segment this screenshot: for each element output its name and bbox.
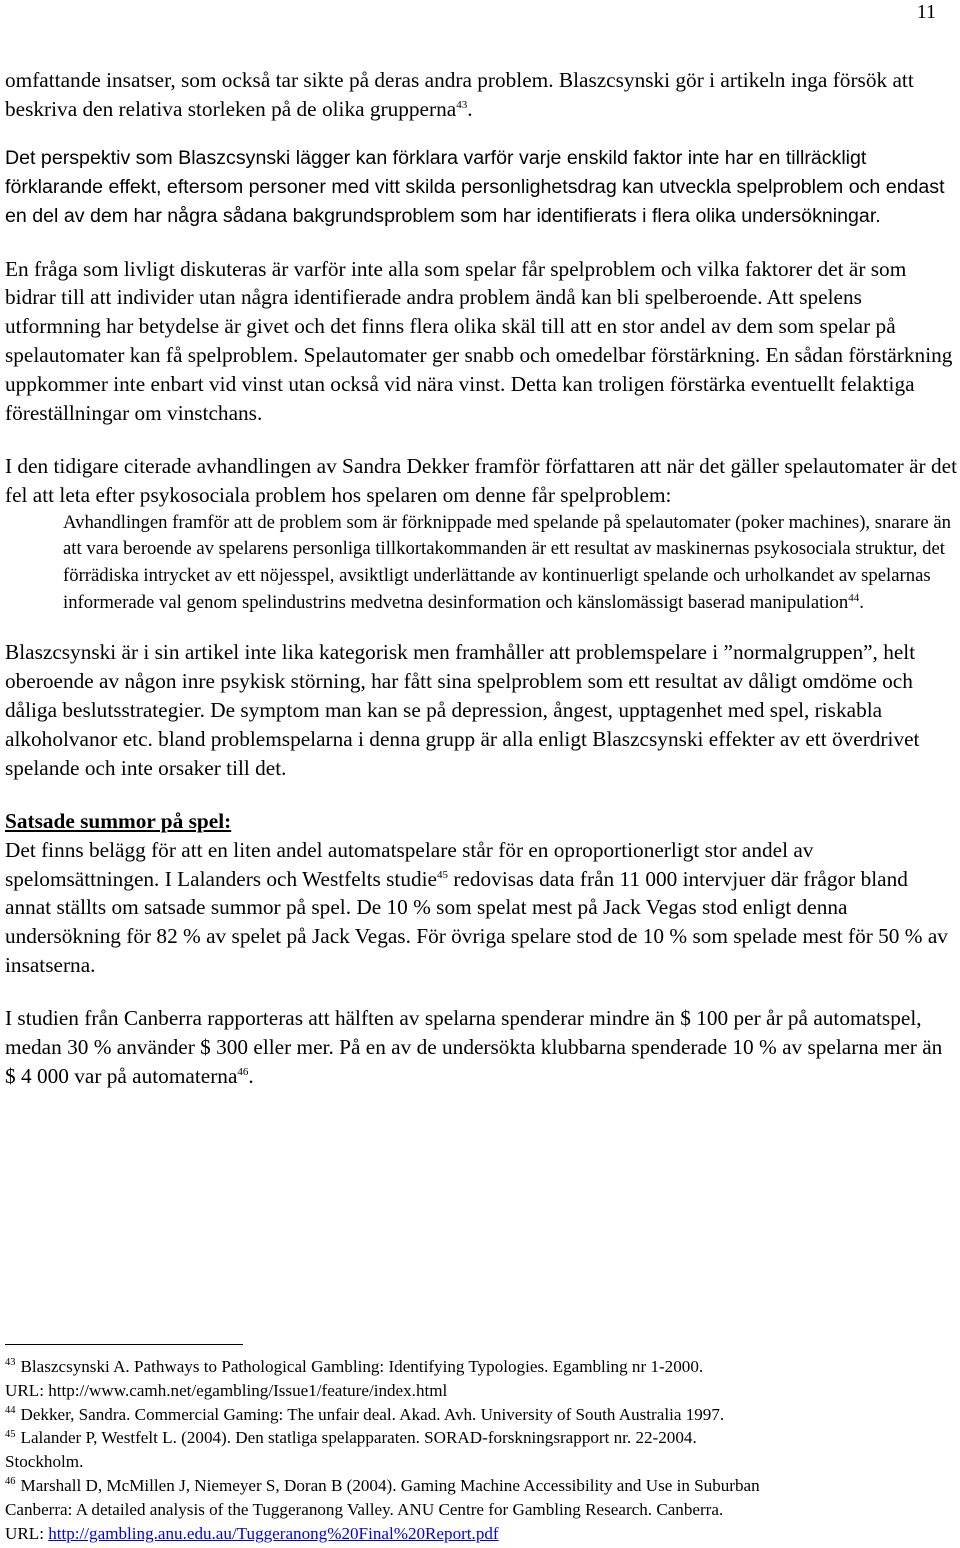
document-body — [5, 66, 957, 1115]
footnote-number: 43 — [5, 1357, 16, 1369]
paragraph-stakes-text-a: Det finns belägg för att en liten andel automatspelare står för en oproportionerligt stor andel av spelomsättningen. I Lalanders och Westfelts studie — [5, 837, 814, 891]
page-number: 11 — [916, 1, 936, 23]
footnote-46-cont: Canberra: A detailed analysis of the Tuggeranong Valley. ANU Centre for Gambling Research. Canberra. — [5, 1499, 724, 1519]
paragraph-intro-text: omfattande insatser, som också tar sikte på deras andra problem. Blaszcsynski gör i artikeln inga försök att beskriva den relativa storleken på de olika grupperna — [5, 68, 914, 121]
footnote-ref-44[interactable]: 44 — [848, 591, 860, 604]
block-quote-text: Avhandlingen framför att de problem som är förknippade med spelande på spelautomater (poker machines), snarare än att vara beroende av spelarens personliga tillkortakommanden är ett resultat av maskinernas psykosociala struktur, det förrädiska intrycket av ett nöjesspel, avsiktligt underlättande av kontinuerligt spelande och urholkandet av spelarnas informerade val genom spelindustrins medvetna desinformation och känslomässigt baserad manipulation — [63, 511, 952, 613]
paragraph-intro — [5, 66, 957, 124]
footnote-ref-45[interactable]: 45 — [437, 868, 449, 881]
paragraph-canberra-text: I studien från Canberra rapporteras att hälften av spelarna spenderar mindre än $ 100 per år på automatspel, medan 30 % använder $ 300 eller mer. På en av de undersökta klubbarna spenderade 10 % av spelarna mer än $ 4 000 var på automaterna — [5, 1006, 943, 1088]
footnote-46 — [5, 1474, 957, 1498]
paragraph-dekker: I den tidigare citerade avhandlingen av Sandra Dekker framför författaren att när det gäller spelautomater är det fel att leta efter psykosociala problem hos spelaren om denne får spelproblem: — [5, 453, 957, 507]
footnote-text: Marshall D, McMillen J, Niemeyer S, Doran B (2004). Gaming Machine Accessibility and Use in Suburban — [20, 1475, 760, 1495]
url-label: URL: — [5, 1523, 49, 1543]
footnote-44 — [5, 1403, 957, 1427]
block-quote — [63, 510, 957, 616]
paragraph-blaszcsynski: Blaszcsynski är i sin artikel inte lika kategorisk men framhåller att problemspelare i ”normalgruppen”, helt oberoende av någon inre psykisk störning, har fått sina spelproblem som ett resultat av dåligt omdöme och dåliga beslutsstrategier. De symptom man kan se på depression, ångest, upptagenhet med spel, riskabla alkoholvanor etc. bland problemspelarna i denna grupp är alla enligt Blaszcsynski effekter av ett överdrivet spelande och inte orsaker till det. — [5, 640, 920, 780]
footnote-text: Blaszcsynski A. Pathways to Pathological Gambling: Identifying Typologies. Egambling nr 1-2000. — [20, 1357, 704, 1376]
footnote-ref-46[interactable]: 46 — [237, 1065, 249, 1078]
footnote-text: Lalander P, Westfelt L. (2004). Den statliga spelapparaten. SORAD-forskningsrapport nr. 22-2004. — [20, 1428, 697, 1448]
section-heading: Satsade summor på spel: — [5, 808, 232, 833]
footnote-text: Dekker, Sandra. Commercial Gaming: The unfair deal. Akad. Avh. University of South Australia 1997. — [20, 1404, 725, 1424]
footnote-45-cont: Stockholm. — [5, 1452, 84, 1472]
paragraph-stakes-text-b: redovisas data från 11 000 intervjuer där frågor bland annat ställts om satsade summor på spel. De 10 % som spelat mest på Jack Vegas stod enligt denna undersökning för 82 % av spelet på Jack Vegas. För övriga spelare stod de 10 % som spelade mest för 50 % av insatserna. — [5, 866, 948, 978]
footnote-number: 46 — [5, 1476, 16, 1488]
block-quote-end: . — [859, 591, 864, 613]
footnote-43 — [5, 1355, 957, 1379]
paragraph-canberra — [5, 1004, 957, 1091]
canberra-report-link[interactable]: http://gambling.anu.edu.au/Tuggeranong%20Final%20Report.pdf — [48, 1523, 499, 1543]
footnote-ref-43[interactable]: 43 — [456, 98, 468, 111]
paragraph-intro-end: . — [467, 96, 473, 121]
footnote-45 — [5, 1426, 957, 1450]
footnote-number: 45 — [5, 1428, 16, 1440]
footnote-43-url: URL: http://www.camh.net/egambling/Issue1/feature/index.html — [5, 1380, 448, 1400]
paragraph-stakes — [5, 836, 957, 981]
footnote-number: 44 — [5, 1404, 16, 1416]
paragraph-canberra-end: . — [248, 1063, 254, 1088]
paragraph-perspective: Det perspektiv som Blaszcsynski lägger kan förklara varför varje enskild faktor inte har en tillräckligt förklarande effekt, eftersom personer med vitt skilda personlighetsdrag kan utveckla spelproblem och endast en del av dem har några sådana bakgrundsproblem som har identifierats i flera olika undersökningar. — [5, 146, 945, 227]
footnotes — [5, 1344, 957, 1545]
footnote-divider — [5, 1344, 243, 1345]
paragraph-discussion: En fråga som livligt diskuteras är varför inte alla som spelar får spelproblem och vilka faktorer det är som bidrar till att individer utan några identifierade andra problem ändå kan bli spelberoende. Att spelens utformning har betydelse är givet och det finns flera olika skäl till att en stor andel av dem som spelar på spelautomater kan få spelproblem. Spelautomater ger snabb och omedelbar förstärkning. En sådan förstärkning uppkommer inte enbart vid vinst utan också vid nära vinst. Detta kan troligen förstärka eventuellt felaktiga föreställningar om vinstchans. — [5, 256, 953, 426]
footnote-46-url-line — [5, 1522, 957, 1546]
